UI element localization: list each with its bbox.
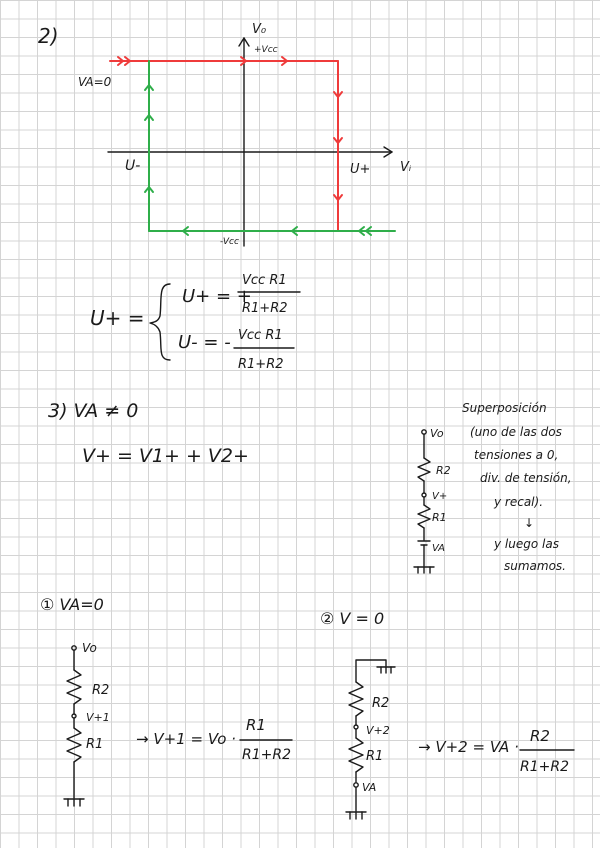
case2-r1-label: R1 [366,749,384,764]
case1-r2-label: R2 [92,683,110,698]
case1-node-label: V+1 [86,711,110,724]
case2-r2-label: R2 [372,696,390,711]
x-axis-label: Vᵢ [400,160,412,175]
case2-expression: → V+2 = VA · [418,738,519,756]
piecewise-brace [150,284,170,360]
line2-lhs: U- = - [178,332,231,353]
note-line: div. de tensión, [480,471,572,485]
case2-label: ② V = 0 [320,609,385,628]
section-2-number: 2) [38,24,59,48]
superposition-formula: V+ = V1+ + V2+ [82,445,249,467]
side-va-label: VA [432,543,446,554]
note-line: y recal). [494,495,544,509]
case2-va-label: VA [362,781,377,794]
plus-vcc-label: +Vcc [254,45,278,55]
note-line: (uno de las dos [470,425,562,439]
resistor-r2-icon [67,670,81,704]
resistor-r1-icon [349,738,363,772]
case1-denominator: R1+R2 [242,747,291,763]
case1-vo-label: Vo [82,641,97,655]
case2-numerator: R2 [530,727,550,745]
resistor-r1-icon [418,505,430,528]
minus-vcc-label: -Vcc [220,237,239,247]
resistor-r2-icon [418,458,430,481]
line1-lhs: U+ = + [182,286,252,307]
case1-label: ① VA=0 [40,595,104,614]
va-zero-label: VA=0 [78,75,112,89]
line2-denominator: R1+R2 [238,357,284,372]
case1-r1-label: R1 [86,737,104,752]
case2-node-label: V+2 [366,724,390,737]
note-arrow: ↓ [524,516,535,530]
note-line: y luego las [494,537,559,551]
side-vplus-label: V+ [432,491,448,502]
case1-expression: → V+1 = Vo · [136,730,236,748]
resistor-r2-icon [349,682,363,716]
line1-numerator: Vcc R1 [242,273,287,288]
u-plus-label: U+ [350,162,371,177]
line1-denominator: R1+R2 [242,301,288,316]
y-axis-label: V₀ [252,22,267,37]
note-title: Superposición [462,401,547,415]
side-vo-label: Vo [430,427,444,440]
equation-lhs: U+ = [90,306,145,330]
section-3-heading: 3) VA ≠ 0 [48,400,139,422]
note-line: tensiones a 0, [474,448,559,462]
u-minus-label: U- [125,158,141,174]
side-r2-label: R2 [436,464,451,477]
case1-numerator: R1 [246,716,266,734]
resistor-r1-icon [67,728,81,762]
case2-denominator: R1+R2 [520,759,569,775]
line2-numerator: Vcc R1 [238,328,283,343]
side-r1-label: R1 [432,511,447,524]
note-line: sumamos. [504,559,566,573]
